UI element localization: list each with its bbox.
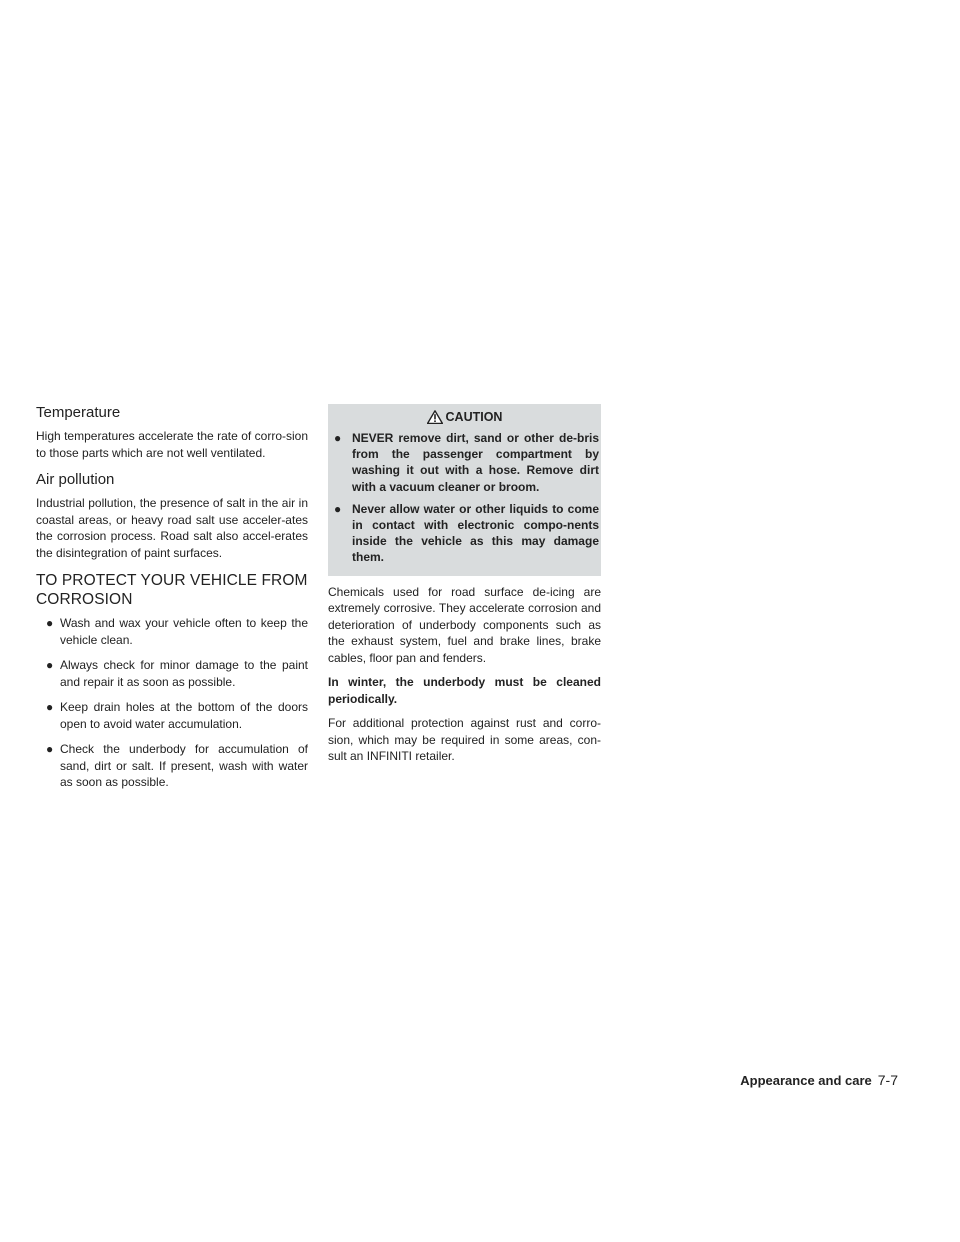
bullet-icon: ● — [46, 742, 54, 756]
bullet-icon: ● — [334, 501, 342, 516]
caution-title: CAUTION — [445, 410, 503, 424]
chemicals-text: Chemicals used for road surface de-icing are extremely corrosive. They accelerate corrosion and deterioration of underbody components such as the exhaust system, fuel and brake lines, brake cables, floor pan and fenders. — [328, 584, 601, 665]
list-item: ● Check the underbody for accumulation of sand, dirt or salt. If present, wash with water as soon as possible. — [46, 742, 308, 789]
right-column — [328, 404, 601, 773]
caution-list — [328, 428, 601, 566]
list-item: ● NEVER remove dirt, sand or other de-bris from the passenger compartment by washing it out with a hose. Remove dirt with a vacuum cleaner or broom. — [334, 431, 599, 494]
temperature-heading: Temperature — [36, 404, 121, 421]
list-item: ● Never allow water or other liquids to come in contact with electronic compo-nents inside the vehicle as this may damage them. — [334, 501, 599, 565]
protect-heading: TO PROTECT YOUR VEHICLE FROM CORROSION — [36, 572, 308, 608]
left-column — [36, 404, 308, 800]
bullet-icon: ● — [46, 616, 54, 630]
page-footer — [712, 1072, 898, 1088]
protect-bullet-list — [36, 615, 308, 791]
footer-section-title: Appearance and care — [740, 1073, 872, 1088]
warning-triangle-icon — [427, 410, 443, 424]
air-pollution-text: Industrial pollution, the presence of salt in the air in coastal areas, or heavy road salt use acceler-ates the corrosion process. Road salt also accel-erates the disintegration of paint surfaces. — [36, 496, 308, 560]
bullet-icon: ● — [46, 700, 54, 714]
additional-protection-text: For additional protection against rust and corro-sion, which may be required in some areas, con-sult an INFINITI retailer. — [328, 716, 601, 764]
caution-box — [328, 404, 601, 576]
list-item: ● Always check for minor damage to the paint and repair it as soon as possible. — [46, 658, 308, 689]
page-number: 7-7 — [877, 1072, 898, 1088]
winter-text: In winter, the underbody must be cleaned periodically. — [328, 675, 601, 706]
caution-header — [328, 404, 601, 428]
air-pollution-heading: Air pollution — [36, 471, 115, 488]
temperature-text: High temperatures accelerate the rate of corro-sion to those parts which are not well ventilated. — [36, 429, 308, 460]
bullet-icon: ● — [46, 658, 54, 672]
list-item: ● Wash and wax your vehicle often to keep the vehicle clean. — [46, 616, 308, 647]
bullet-icon: ● — [334, 431, 342, 445]
list-item: ● Keep drain holes at the bottom of the doors open to avoid water accumulation. — [46, 700, 308, 731]
